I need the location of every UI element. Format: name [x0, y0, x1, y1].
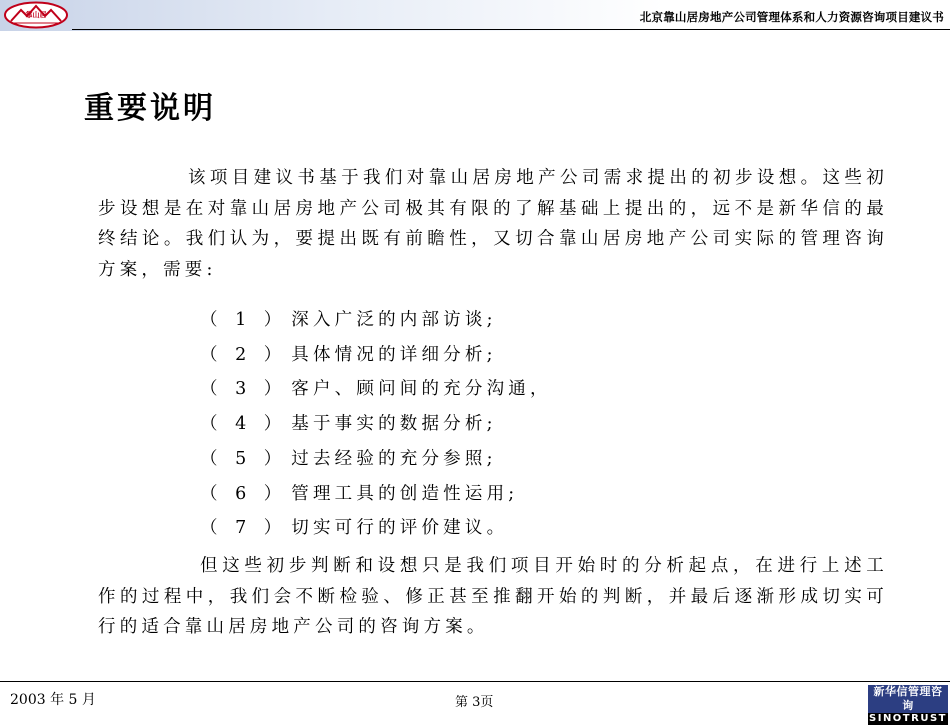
page-title: 重要说明	[84, 91, 216, 126]
list-item-text: 基于事实的数据分析;	[291, 414, 497, 435]
list-item-number: （ 1 ）	[200, 310, 288, 330]
company-logo	[3, 1, 69, 29]
list-item-number: （ 2 ）	[200, 344, 288, 365]
requirements-list	[200, 303, 552, 546]
conclusion-paragraph: 但这些初步判断和设想只是我们项目开始时的分析起点，在进行上述工作的过程中，我们会不断检验、修正甚至推翻开始的判断，并最后逐渐形成切实可行的适合靠山居房地产公司的咨询方案。	[98, 556, 888, 637]
page-number: 第 3页	[455, 695, 494, 710]
list-item-number: （ 4 ）	[200, 414, 288, 435]
header-divider	[72, 29, 950, 30]
brand-name-en: SINOTRUST	[869, 713, 947, 724]
list-item	[200, 511, 552, 546]
list-item	[200, 442, 552, 477]
list-item-text: 深入广泛的内部访谈;	[291, 310, 497, 330]
list-item-number: （ 7 ）	[200, 518, 288, 539]
list-item-number: （ 5 ）	[200, 448, 288, 469]
list-item-number: （ 6 ）	[200, 483, 288, 504]
list-item	[200, 338, 552, 373]
list-item	[200, 407, 552, 442]
footer-divider	[0, 681, 950, 682]
list-item-text: 管理工具的创造性运用;	[291, 483, 519, 504]
list-item	[200, 477, 552, 512]
intro-paragraph: 该项目建议书基于我们对靠山居房地产公司需求提出的初步设想。这些初步设想是在对靠山居房地产公司极其有限的了解基础上提出的，远不是新华信的最终结论。我们认为，要提出既有前瞻性，又切合靠山居房地产公司实际的管理咨询方案，需要:	[98, 168, 888, 280]
list-item-text: 切实可行的评价建议。	[291, 518, 509, 539]
list-item-text: 过去经验的充分参照;	[291, 448, 497, 469]
footer-date: 2003 年 5 月	[10, 692, 96, 708]
brand-name-cn: 新华信管理咨询	[873, 685, 943, 712]
list-item	[200, 303, 552, 338]
list-item-text: 客户、顾问间的充分沟通，	[291, 379, 552, 400]
list-item	[200, 372, 552, 407]
brand-logo	[868, 685, 948, 724]
document-title: 北京靠山居房地产公司管理体系和人力资源咨询项目建议书	[639, 10, 944, 24]
logo-text: 靠山居	[25, 10, 47, 19]
list-item-number: （ 3 ）	[200, 379, 288, 400]
list-item-text: 具体情况的详细分析;	[291, 344, 497, 365]
